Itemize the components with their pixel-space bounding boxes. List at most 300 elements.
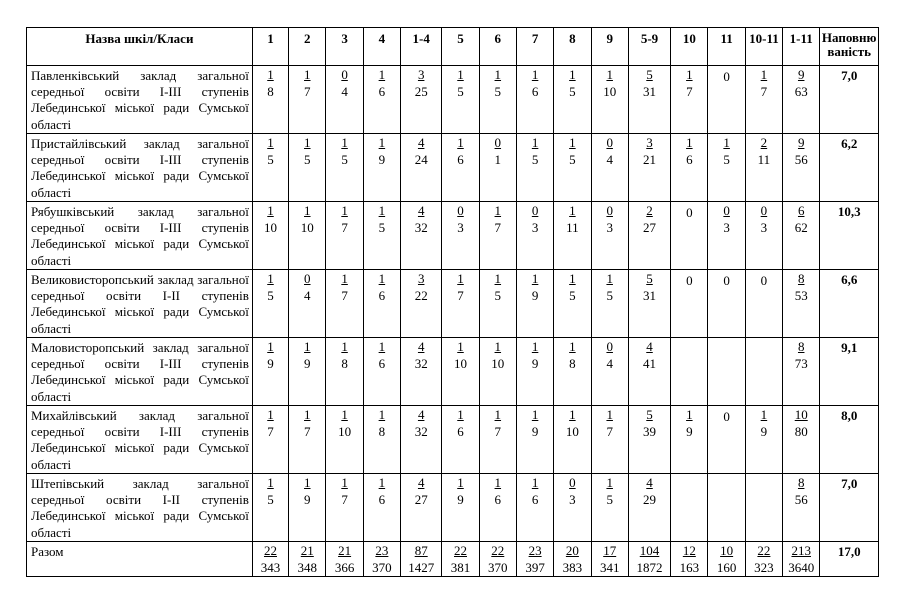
pupils-count: 31 [643,84,657,99]
classes-count: 4 [417,475,425,490]
classes-count: 104 [639,543,660,558]
fraction-value [454,340,467,370]
classes-count: 1 [457,271,464,286]
table-cell [671,202,708,270]
fraction-value [304,408,311,438]
classes-count: 0 [304,271,311,286]
pupils-count: 7 [760,84,768,99]
pupils-count: 7 [494,220,502,235]
pupils-count: 41 [643,356,657,371]
table-row [27,134,879,202]
table-cell [479,542,516,577]
fraction-value [643,476,656,506]
classes-count: 0 [569,475,576,490]
header-class-10-11: 10-11 [745,28,782,66]
pupils-count: 4 [304,288,311,303]
table-cell [591,542,628,577]
table-cell [671,134,708,202]
pupils-count: 10 [565,424,579,439]
table-cell [289,66,326,134]
pupils-count: 6 [494,492,502,507]
table-cell [783,202,820,270]
classes-count: 1 [686,407,693,422]
classes-count: 1 [569,271,576,286]
pupils-count: 32 [414,356,428,371]
pupils-count: 10 [491,356,505,371]
table-cell [401,66,442,134]
table-cell [745,134,782,202]
pupils-count: 8 [267,84,274,99]
table-cell [479,202,516,270]
classes-count: 1 [760,407,768,422]
table-cell [326,338,363,406]
table-cell [442,338,479,406]
table-cell [745,66,782,134]
classes-count: 1 [531,67,539,82]
pupils-count: 5 [267,492,274,507]
pupils-count: 9 [378,152,386,167]
table-cell [708,542,745,577]
classes-count: 1 [267,135,274,150]
pupils-count: 5 [378,220,386,235]
table-cell [326,202,363,270]
fraction-value [637,544,663,574]
table-cell [401,338,442,406]
classes-count: 3 [646,135,653,150]
school-name: Маловисторопський заклад загальної середньої освіти І-ІІІ ступенів Лебединської міської ради Сумської області [27,338,253,406]
table-cell [745,474,782,542]
classes-count: 1 [457,475,464,490]
table-cell [591,474,628,542]
pupils-count: 4 [606,356,613,371]
table-cell [289,134,326,202]
table-cell [442,66,479,134]
pupils-count: 9 [686,424,693,439]
table-cell [708,134,745,202]
fraction-value [495,136,502,166]
fraction-value [795,272,808,302]
classes-count: 1 [686,67,693,82]
pupils-count: 7 [341,492,348,507]
classes-count: 1 [457,339,464,354]
fraction-value [491,340,504,370]
fraction-value [569,68,576,98]
pupils-count: 9 [531,424,539,439]
pupils-count: 7 [304,84,311,99]
fraction-value [267,136,274,166]
fraction-value [301,204,314,234]
fraction-value [341,68,348,98]
classes-count: 1 [304,67,311,82]
table-cell [516,134,553,202]
fraction-value [379,340,386,370]
fraction-value [341,136,348,166]
pupils-count: 9 [304,356,311,371]
classes-count: 4 [417,407,425,422]
classes-count: 1 [569,135,576,150]
classes-count: 0 [531,203,539,218]
table-cell [554,406,591,474]
table-cell [401,270,442,338]
fraction-value [379,68,386,98]
pupils-count: 8 [569,356,576,371]
fraction-value [569,272,576,302]
table-cell [289,474,326,542]
table-cell [591,66,628,134]
table-cell [442,270,479,338]
table-cell [516,270,553,338]
table-cell [326,474,363,542]
fraction-value [761,408,768,438]
pupils-count: 5 [569,84,576,99]
fraction-value [415,136,428,166]
school-name: Пристайлівський заклад загальної середньої освіти І-ІІІ ступенів Лебединської міської ради Сумської області [27,134,253,202]
classes-count: 0 [606,339,613,354]
fraction-value [606,204,613,234]
pupils-count: 31 [643,288,657,303]
table-row [27,202,879,270]
classes-count: 1 [341,271,348,286]
table-cell [628,338,670,406]
header-class-11: 11 [708,28,745,66]
table-cell [252,66,288,134]
pupils-count: 11 [566,220,579,235]
classes-count: 4 [646,475,653,490]
table-cell [479,270,516,338]
table-cell [554,474,591,542]
table-cell [252,202,288,270]
table-cell [708,474,745,542]
fraction-value [569,340,576,370]
table-cell [745,542,782,577]
pupils-count: 1872 [636,560,663,575]
table-cell [326,270,363,338]
fraction-value [372,544,392,574]
plain-value: 0 [760,273,768,288]
fraction-value [569,136,576,166]
fraction-value [606,272,613,302]
table-cell [479,134,516,202]
pupils-count: 343 [260,560,281,575]
fraction-value [267,340,274,370]
table-cell [628,66,670,134]
classes-count: 22 [263,543,277,558]
table-cell [671,474,708,542]
table-cell [252,406,288,474]
school-name: Рябушківський заклад загальної середньої освіти І-ІІІ ступенів Лебединської міської ради Сумської області [27,202,253,270]
table-cell [554,134,591,202]
table-cell [745,270,782,338]
header-school-name: Назва шкіл/Класи [27,28,253,66]
classes-count: 0 [494,135,502,150]
table-cell [289,406,326,474]
pupils-count: 5 [531,152,539,167]
table-cell [252,270,288,338]
table-cell [363,134,400,202]
table-cell [628,202,670,270]
classes-count: 2 [760,135,768,150]
fill-rate: 9,1 [820,338,879,406]
classes-count: 1 [304,135,311,150]
table-cell [745,406,782,474]
classes-count: 1 [494,339,502,354]
table-cell [363,406,400,474]
fraction-value [532,408,539,438]
pupils-count: 6 [378,84,386,99]
table-cell [326,406,363,474]
pupils-count: 27 [643,220,657,235]
classes-count: 6 [797,203,805,218]
header-class-8: 8 [554,28,591,66]
table-cell [326,134,363,202]
pupils-count: 370 [488,560,508,575]
fraction-value [643,204,656,234]
classes-count: 0 [341,67,348,82]
pupils-count: 7 [267,424,274,439]
fraction-value [495,68,502,98]
table-cell [516,542,553,577]
fraction-value [754,544,774,574]
pupils-count: 5 [569,288,576,303]
classes-count: 1 [569,203,576,218]
table-cell [783,338,820,406]
table-cell [252,542,288,577]
fraction-value [606,340,613,370]
pupils-count: 10 [603,84,617,99]
fraction-value [723,136,730,166]
fraction-value [606,408,613,438]
classes-count: 87 [414,543,428,558]
fraction-value [304,68,311,98]
table-cell [708,66,745,134]
classes-count: 3 [417,67,425,82]
pupils-count: 62 [794,220,808,235]
fraction-value [304,272,311,302]
classes-count: 1 [341,339,348,354]
table-cell [289,202,326,270]
header-fill-rate: Наповню ваність [820,28,879,66]
table-cell [289,270,326,338]
classes-count: 10 [720,543,734,558]
classes-count: 0 [760,203,768,218]
table-cell [289,338,326,406]
pupils-count: 1427 [408,560,435,575]
fraction-value [532,204,539,234]
fraction-value [379,408,386,438]
pupils-count: 5 [494,288,502,303]
pupils-count: 6 [531,492,539,507]
pupils-count: 5 [494,84,502,99]
classes-count: 5 [646,407,653,422]
classes-count: 1 [304,407,311,422]
classes-count: 1 [341,203,348,218]
school-name: Великовисторопський заклад загальної середньої освіти І-ІІ ступенів Лебединської міської ради Сумської області [27,270,253,338]
table-cell [671,338,708,406]
classes-count: 4 [646,339,653,354]
table-cell [708,202,745,270]
table-cell [671,406,708,474]
table-cell [442,134,479,202]
pupils-count: 6 [378,288,386,303]
table-cell [708,270,745,338]
fraction-value [532,136,539,166]
pupils-count: 9 [531,356,539,371]
school-name: Павленківський заклад загальної середньої освіти І-ІІІ ступенів Лебединської міської ради Сумської області [27,66,253,134]
classes-count: 0 [723,203,730,218]
classes-count: 1 [378,271,386,286]
header-class-3: 3 [326,28,363,66]
table-cell [363,270,400,338]
table-cell [401,202,442,270]
fraction-value [643,408,656,438]
classes-count: 1 [494,203,502,218]
fraction-value [686,408,693,438]
classes-count: 0 [606,203,613,218]
fraction-value [415,204,428,234]
table-cell [783,134,820,202]
pupils-count: 63 [794,84,808,99]
pupils-count: 5 [457,84,464,99]
classes-count: 1 [723,135,730,150]
classes-count: 2 [646,203,653,218]
classes-count: 4 [417,339,425,354]
classes-count: 1 [494,407,502,422]
pupils-count: 7 [341,288,348,303]
table-cell [252,474,288,542]
fraction-value [758,136,771,166]
table-cell [708,338,745,406]
fraction-value [761,204,768,234]
table-cell [401,542,442,577]
pupils-count: 8 [341,356,348,371]
pupils-count: 3 [569,492,576,507]
pupils-count: 32 [414,220,428,235]
plain-value: 0 [686,205,693,220]
table-cell [442,406,479,474]
fraction-value [606,136,613,166]
classes-count: 3 [417,271,425,286]
classes-count: 1 [378,67,386,82]
table-cell [554,66,591,134]
fraction-value [795,408,808,438]
classes-count: 0 [457,203,464,218]
plain-value: 0 [686,273,693,288]
fraction-value [723,204,730,234]
fraction-value [569,476,576,506]
classes-count: 17 [603,543,617,558]
classes-count: 4 [417,135,425,150]
fraction-value [495,204,502,234]
pupils-count: 53 [794,288,808,303]
plain-value: 0 [723,409,730,424]
classes-count: 1 [341,407,348,422]
pupils-count: 6 [531,84,539,99]
pupils-count: 1 [494,152,502,167]
pupils-count: 4 [606,152,613,167]
table-cell [745,338,782,406]
classes-count: 1 [531,475,539,490]
fraction-value [566,408,579,438]
table-cell [591,134,628,202]
classes-count: 1 [606,407,613,422]
table-cell [289,542,326,577]
header-class-5-9: 5-9 [628,28,670,66]
fill-rate: 10,3 [820,202,879,270]
fill-rate: 7,0 [820,474,879,542]
fraction-value [267,476,274,506]
classes-count: 22 [454,543,467,558]
fraction-value [643,136,656,166]
header-class-1-4: 1-4 [401,28,442,66]
classes-count: 21 [338,543,352,558]
table-cell [479,66,516,134]
classes-count: 1 [494,475,502,490]
pupils-count: 163 [679,560,700,575]
table-cell [516,474,553,542]
fraction-value [457,272,464,302]
classes-count: 1 [531,135,539,150]
pupils-count: 5 [267,152,274,167]
fraction-value [532,476,539,506]
fill-rate: 8,0 [820,406,879,474]
fraction-value [304,136,311,166]
fraction-value [261,544,281,574]
table-cell [554,270,591,338]
pupils-count: 7 [606,424,613,439]
school-name: Михайлівський заклад загальної середньої освіти І-ІІІ ступенів Лебединської міської ради Сумської області [27,406,253,474]
classes-count: 9 [797,135,805,150]
classes-count: 1 [531,339,539,354]
pupils-count: 3 [606,220,613,235]
table-row [27,270,879,338]
fraction-value [379,136,386,166]
fraction-value [525,544,545,574]
table-cell [554,338,591,406]
header-class-6: 6 [479,28,516,66]
table-cell [363,474,400,542]
classes-count: 1 [494,271,502,286]
header-class-7: 7 [516,28,553,66]
fraction-value [457,204,464,234]
table-cell [516,406,553,474]
fraction-value [532,68,539,98]
pupils-count: 5 [267,288,274,303]
pupils-count: 6 [378,492,386,507]
fill-rate: 7,0 [820,66,879,134]
classes-count: 1 [606,67,613,82]
classes-count: 1 [304,203,311,218]
classes-count: 5 [646,271,653,286]
fraction-value [795,476,808,506]
fraction-value [415,408,428,438]
classes-count: 1 [341,135,348,150]
fraction-value [379,204,386,234]
fraction-value [717,544,737,574]
pupils-count: 3 [457,220,464,235]
classes-count: 0 [606,135,613,150]
classes-count: 8 [797,339,805,354]
fraction-value [304,476,311,506]
table-cell [783,542,820,577]
pupils-count: 25 [414,84,428,99]
table-row [27,338,879,406]
pupils-count: 3 [723,220,730,235]
table-cell [252,338,288,406]
schools-table [26,27,879,577]
fraction-value [603,68,616,98]
table-cell [442,542,479,577]
fraction-value [788,544,814,574]
